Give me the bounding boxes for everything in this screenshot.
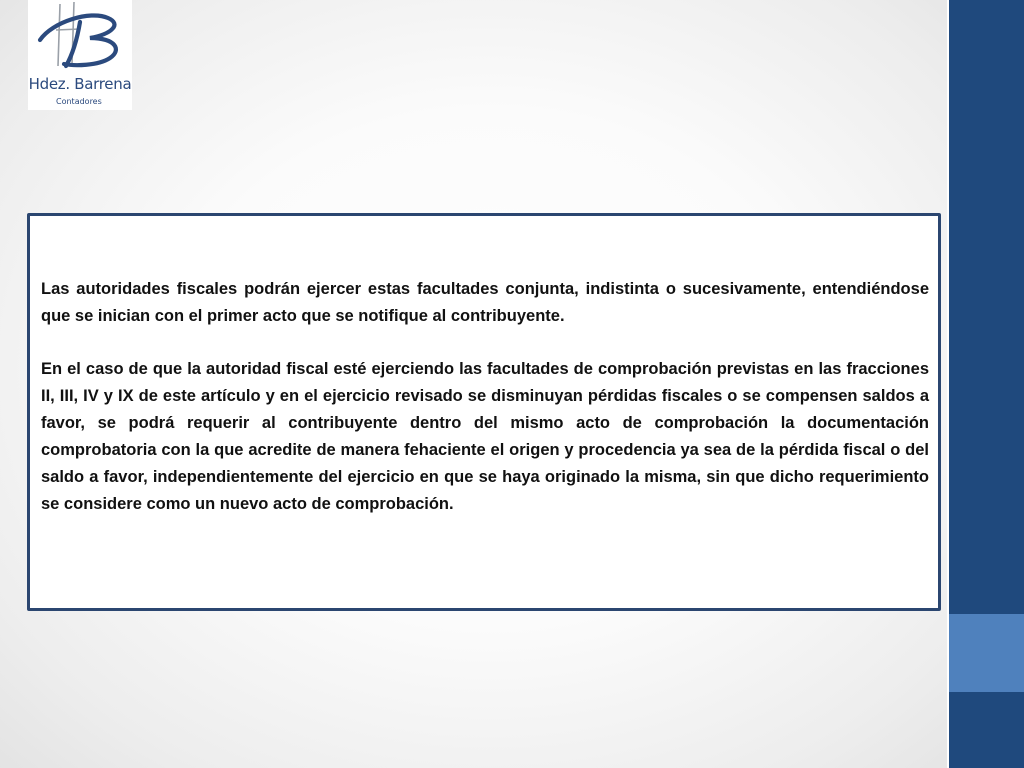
content-box <box>27 213 941 611</box>
paragraph-1: Las autoridades fiscales podrán ejercer estas facultades conjunta, indistinta o sucesivamente, entendiéndose que se inician con el primer acto que se notifique al contribuyente. <box>41 280 929 325</box>
paragraph-2: En el caso de que la autoridad fiscal esté ejerciendo las facultades de comprobación previstas en las fracciones II, III, IV y IX de este artículo y en el ejercicio revisado se disminuyan pérdidas fiscales o se compensen saldos a favor, se podrá requerir al contribuyente dentro del mismo acto de comprobación la documentación comprobatoria con la que acredite de manera fehaciente el origen y procedencia ya sea de la pérdida fiscal o del saldo a favor, independientemente del ejercicio en que se haya originado la misma, sin que dicho requerimiento se considere como un nuevo acto de comprobación. <box>41 360 929 513</box>
logo-name: Hdez. Barrena <box>28 75 132 93</box>
logo-monogram-icon <box>28 0 132 78</box>
right-sidebar <box>947 0 1024 768</box>
sidebar-accent-block <box>949 614 1024 692</box>
content-text <box>41 276 929 518</box>
logo-subtitle: Contadores <box>56 97 102 106</box>
company-logo <box>28 0 132 110</box>
